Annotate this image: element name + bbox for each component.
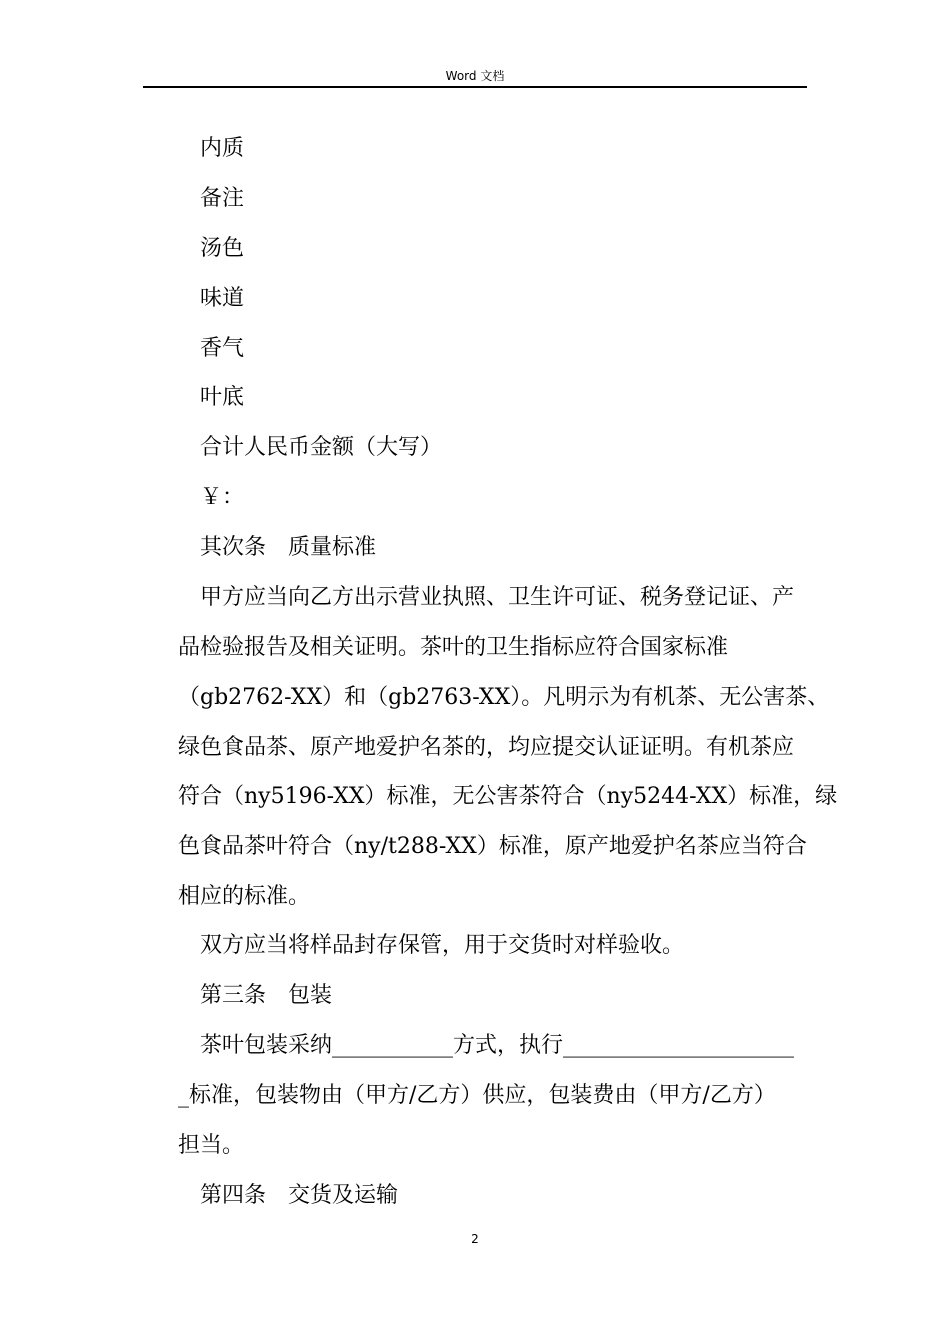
paragraph-line: 符合（ny5196-XX）标准，无公害茶符合（ny5244-XX）标准，绿	[178, 784, 838, 809]
text-line: 香气	[200, 336, 245, 361]
paragraph-line: 甲方应当向乙方出示营业执照、卫生许可证、税务登记证、产	[200, 585, 795, 610]
text-line: 叶底	[200, 385, 245, 410]
text-line: 内质	[200, 136, 245, 161]
paragraph-line: 绿色食品茶、原产地爱护名茶的，均应提交认证证明。有机茶应	[178, 735, 795, 760]
paragraph-line: 色食品茶叶符合（ny/t288-XX）标准，原产地爱护名茶应当符合	[178, 834, 807, 859]
text-line: 合计人民币金额（大写）	[200, 435, 443, 460]
paragraph-line: _标准，包装物由（甲方/乙方）供应，包装费由（甲方/乙方）	[178, 1083, 776, 1108]
paragraph-line: （gb2762-XX）和（gb2763-XX）。凡明示为有机茶、无公害茶、	[178, 685, 830, 710]
paragraph-line: 担当。	[178, 1133, 245, 1158]
section-heading-quality: 其次条 质量标准	[200, 535, 377, 560]
paragraph-line: 品检验报告及相关证明。茶叶的卫生指标应符合国家标准	[178, 635, 729, 660]
text-line: 备注	[200, 186, 245, 211]
section-heading-delivery: 第四条 交货及运输	[200, 1183, 399, 1208]
text-line: ￥：	[200, 485, 245, 510]
text-line: 味道	[200, 286, 245, 311]
paragraph-line: 相应的标准。	[178, 884, 311, 909]
section-heading-packaging: 第三条 包装	[200, 983, 333, 1008]
header-divider	[143, 86, 807, 88]
document-header-title: Word 文档	[445, 69, 505, 83]
page-number: 2	[471, 1232, 479, 1246]
text-line: 汤色	[200, 236, 245, 261]
paragraph-line: 茶叶包装采纳___________方式，执行_____________________	[200, 1033, 795, 1058]
paragraph-line: 双方应当将样品封存保管，用于交货时对样验收。	[200, 933, 685, 958]
